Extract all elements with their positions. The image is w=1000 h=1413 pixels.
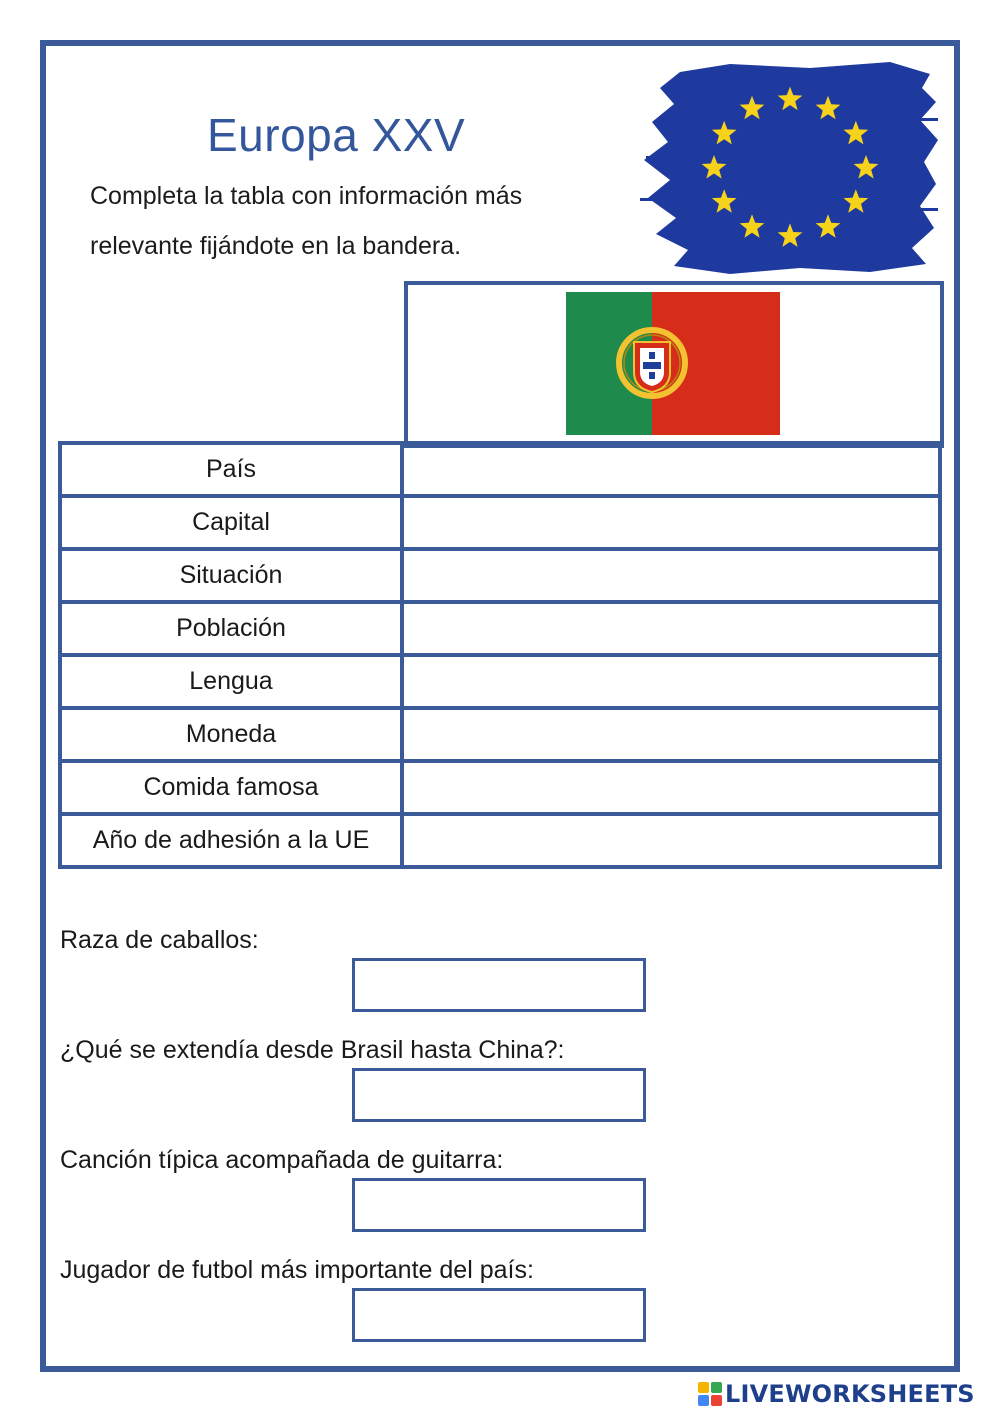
answer-cell[interactable] [402, 443, 940, 496]
liveworksheets-logo-icon [698, 1382, 722, 1406]
question-label: Raza de caballos: [60, 926, 259, 954]
liveworksheets-logo [698, 1380, 975, 1408]
country-info-table [58, 441, 942, 869]
table-row [60, 496, 940, 549]
answer-box[interactable] [352, 1178, 646, 1232]
instructions-line-1: Completa la tabla con información más [90, 182, 523, 210]
table-row [60, 443, 940, 496]
table-row [60, 761, 940, 814]
portugal-flag-icon [566, 292, 780, 435]
answer-box[interactable] [352, 1068, 646, 1122]
answer-cell[interactable] [402, 549, 940, 602]
table-row [60, 602, 940, 655]
question-label: Canción típica acompañada de guitarra: [60, 1146, 504, 1174]
row-label: País [60, 443, 402, 496]
answer-box[interactable] [352, 1288, 646, 1342]
brand-name: LIVEWORKSHEETS [725, 1380, 975, 1408]
answer-cell[interactable] [402, 708, 940, 761]
question-label: ¿Qué se extendía desde Brasil hasta China?: [60, 1036, 565, 1064]
row-label: Capital [60, 496, 402, 549]
answer-cell[interactable] [402, 602, 940, 655]
eu-flag-icon [640, 58, 940, 278]
question-label: Jugador de futbol más importante del país: [60, 1256, 534, 1284]
instructions-line-2: relevante fijándote en la bandera. [90, 232, 462, 260]
row-label: Año de adhesión a la UE [60, 814, 402, 867]
table-row [60, 655, 940, 708]
row-label: Moneda [60, 708, 402, 761]
table-row [60, 814, 940, 867]
answer-cell[interactable] [402, 814, 940, 867]
page-title: Europa XXV [207, 109, 466, 161]
answer-box[interactable] [352, 958, 646, 1012]
answer-cell[interactable] [402, 496, 940, 549]
table-row [60, 549, 940, 602]
answer-cell[interactable] [402, 761, 940, 814]
row-label: Situación [60, 549, 402, 602]
table-row [60, 708, 940, 761]
row-label: Lengua [60, 655, 402, 708]
row-label: Comida famosa [60, 761, 402, 814]
row-label: Población [60, 602, 402, 655]
answer-cell[interactable] [402, 655, 940, 708]
